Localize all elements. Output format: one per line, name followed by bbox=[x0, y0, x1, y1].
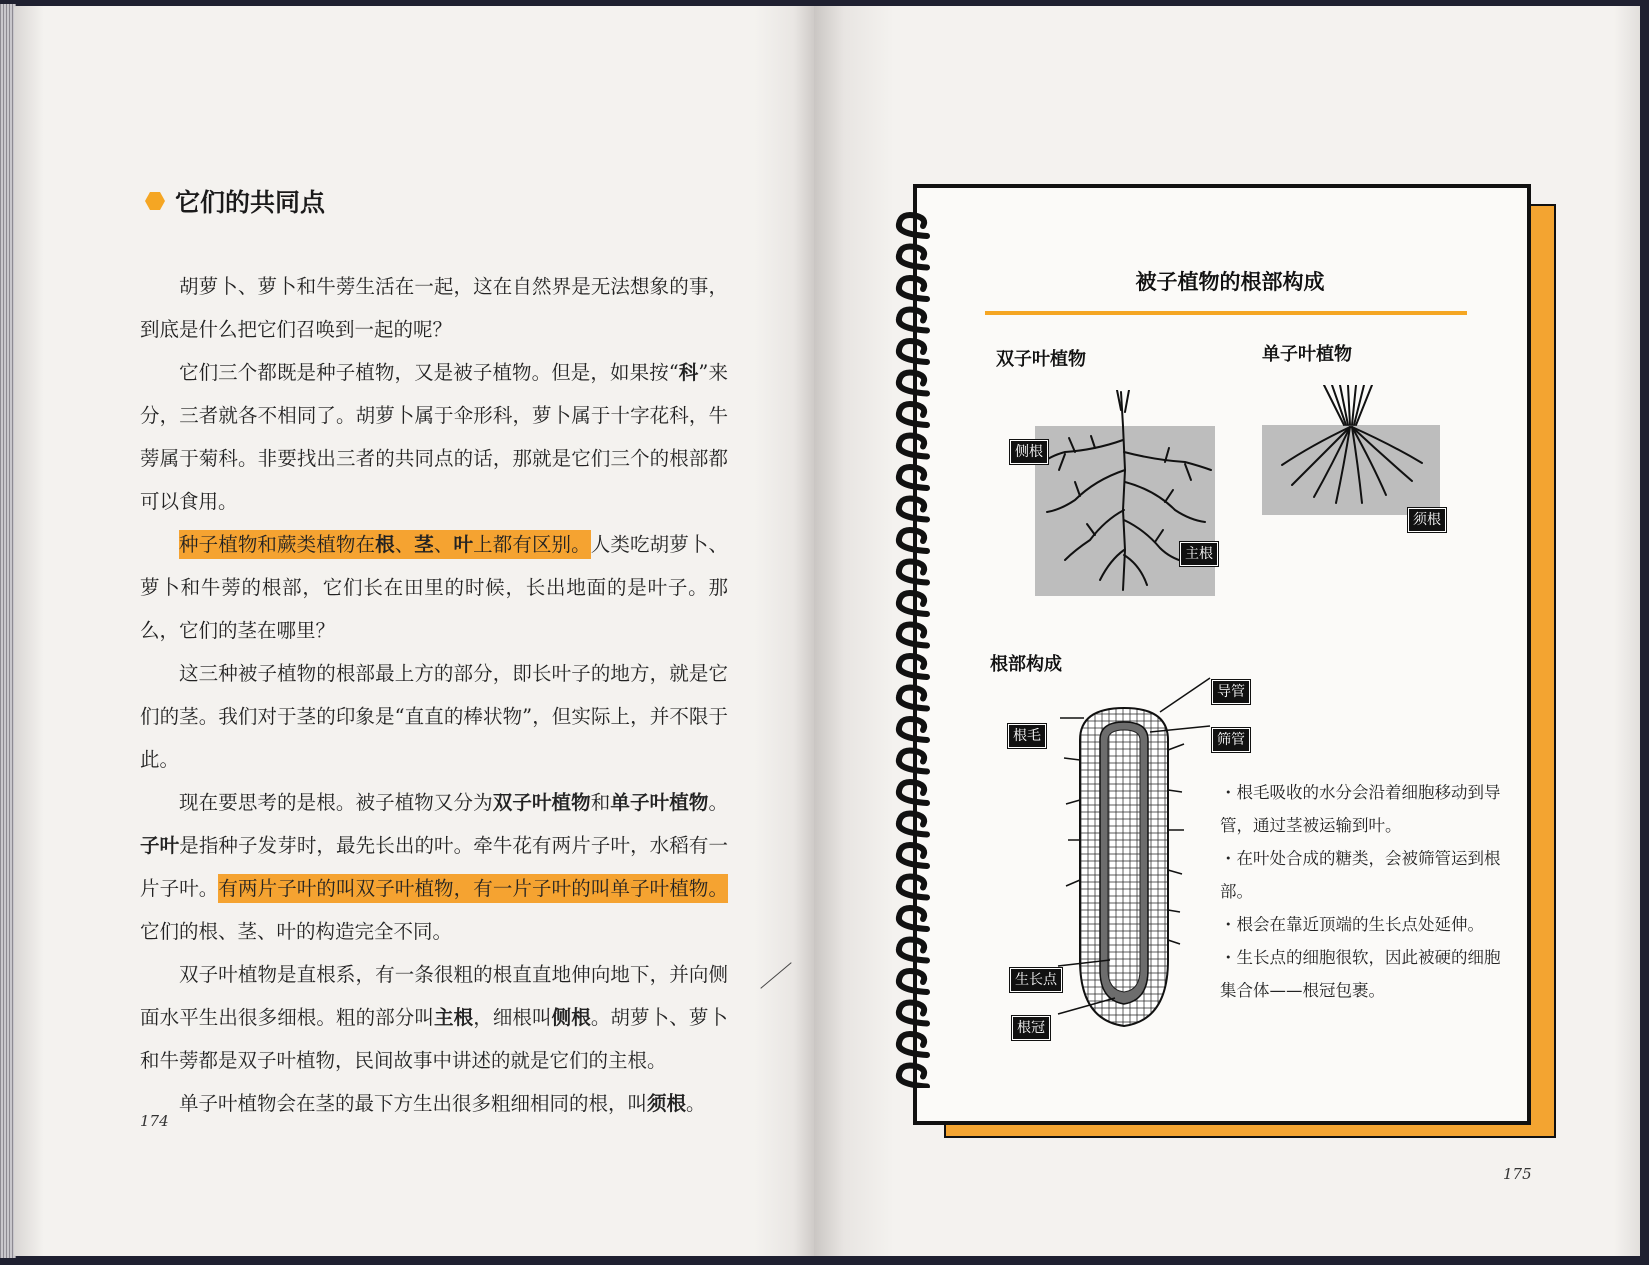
bold-term: 须根 bbox=[647, 1092, 687, 1115]
bullet-item: ・在叶处合成的糖类，会被筛管运到根部。 bbox=[1220, 849, 1501, 901]
spiral-ring-icon bbox=[899, 215, 927, 236]
spiral-ring-icon bbox=[899, 562, 927, 583]
text-run: 它们三个都既是种子植物，又是被子植物。但是，如果按“ bbox=[179, 361, 679, 384]
text-run: 人类吃胡萝卜、萝卜和牛蒡的根部，它们长在田里的时候，长出地面的是叶子。那么，它们的茎在哪里？ bbox=[140, 533, 728, 642]
paragraph bbox=[140, 953, 728, 1082]
tag-main-root: 主根 bbox=[1180, 542, 1218, 566]
spiral-ring-icon bbox=[899, 373, 927, 394]
text-run: 和 bbox=[590, 791, 611, 814]
paragraph bbox=[140, 781, 728, 953]
spiral-ring-icon bbox=[899, 908, 927, 929]
bullet-list bbox=[1220, 776, 1505, 1007]
tag-lateral-root: 侧根 bbox=[1010, 440, 1048, 464]
highlighted-text: 、 bbox=[395, 530, 415, 559]
text-run: 。 bbox=[686, 1092, 706, 1115]
paragraph bbox=[140, 265, 728, 351]
spiral-ring-icon bbox=[899, 341, 927, 362]
highlighted-text: 上都有区别。 bbox=[473, 530, 591, 559]
text-run: ”来分，三者就各不相同了。胡萝卜属于伞形科，萝卜属于十字花科，牛蒡属于菊科。非要找出三者的共同点的话，那就是它们三个的根部都可以食用。 bbox=[140, 361, 728, 513]
spiral-ring-icon bbox=[899, 310, 927, 331]
spiral-ring-icon bbox=[899, 688, 927, 709]
bold-term: 科 bbox=[678, 361, 699, 384]
text-run: 。 bbox=[708, 791, 728, 814]
spiral-ring-icon bbox=[899, 751, 927, 772]
spiral-ring-icon bbox=[899, 971, 927, 992]
tag-root-hair: 根毛 bbox=[1008, 724, 1046, 748]
monocot-label: 单子叶植物 bbox=[1262, 344, 1352, 365]
dicot-label: 双子叶植物 bbox=[996, 349, 1086, 370]
text-run: 现在要思考的是根。被子植物又分为 bbox=[179, 791, 493, 814]
text-run: 。胡萝卜、萝卜和牛蒡都是双子叶植物，民间故事中讲述的就是它们的主根。 bbox=[140, 1006, 728, 1072]
bullet-item: ・根会在靠近顶端的生长点处延伸。 bbox=[1220, 915, 1484, 934]
spiral-ring-icon bbox=[899, 1066, 927, 1087]
dicot-root-diagram bbox=[1035, 390, 1220, 600]
spiral-ring-icon bbox=[899, 1003, 927, 1024]
spiral-ring-icon bbox=[899, 278, 927, 299]
text-run: 这三种被子植物的根部最上方的部分，即长叶子的地方，就是它们的茎。我们对于茎的印象是“直直的棒状物”，但实际上，并不限于此。 bbox=[140, 662, 728, 771]
paragraph bbox=[140, 1082, 728, 1125]
bold-term: 主根 bbox=[434, 1006, 474, 1029]
highlighted-text: 有两片子叶的叫双子叶植物，有一片子叶的叫单子叶植物。 bbox=[218, 874, 728, 903]
section-title: 它们的共同点 bbox=[175, 188, 326, 217]
spiral-ring-icon bbox=[899, 499, 927, 520]
spiral-ring-icon bbox=[899, 814, 927, 835]
paragraph bbox=[140, 652, 728, 781]
hexagon-bullet-icon bbox=[145, 191, 165, 211]
tag-phloem: 筛管 bbox=[1212, 728, 1250, 752]
bold-term: 双子叶植物 bbox=[492, 791, 591, 814]
bullet-item: ・生长点的细胞很软，因此被硬的细胞集合体——根冠包裹。 bbox=[1220, 948, 1501, 1000]
spiral-ring-icon bbox=[899, 940, 927, 961]
text-run: 是指种子发芽时，最先长出的叶。牵牛花有两片子叶，水稻有一片子叶。 bbox=[140, 834, 728, 900]
structure-label: 根部构成 bbox=[990, 654, 1062, 675]
page-number-left: 174 bbox=[140, 1112, 169, 1130]
spiral-ring-icon bbox=[899, 719, 927, 740]
monocot-root-diagram bbox=[1262, 385, 1442, 520]
bullet-item: ・根毛吸收的水分会沿着细胞移动到导管，通过茎被运输到叶。 bbox=[1220, 783, 1501, 835]
spiral-ring-icon bbox=[899, 530, 927, 551]
highlighted-text: 茎 bbox=[414, 530, 434, 559]
tag-growth-point: 生长点 bbox=[1010, 968, 1062, 992]
paragraph bbox=[140, 351, 728, 523]
text-run: ，细根叫 bbox=[473, 1006, 552, 1029]
paragraph bbox=[140, 523, 728, 652]
bold-term: 子叶 bbox=[140, 834, 180, 857]
spiral-ring-icon bbox=[899, 404, 927, 425]
text-run: 双子叶植物是直根系，有一条很粗的根直直地伸向地下，并向侧面水平生出很多细根。粗的部分叫 bbox=[140, 963, 728, 1029]
tag-fibrous-root: 须根 bbox=[1408, 508, 1446, 532]
panel-title: 被子植物的根部构成 bbox=[1135, 270, 1325, 294]
title-underline bbox=[985, 311, 1467, 315]
spiral-ring-icon bbox=[899, 593, 927, 614]
tag-root-cap: 根冠 bbox=[1012, 1016, 1050, 1040]
highlighted-text: 根 bbox=[375, 530, 395, 559]
text-run: 单子叶植物会在茎的最下方生出很多粗细相同的根，叫 bbox=[179, 1092, 648, 1115]
spiral-ring-icon bbox=[899, 467, 927, 488]
text-run: 它们的根、茎、叶的构造完全不同。 bbox=[140, 920, 453, 943]
spiral-ring-icon bbox=[899, 625, 927, 646]
highlighted-text: 叶 bbox=[454, 530, 474, 559]
tag-xylem: 导管 bbox=[1212, 680, 1250, 704]
highlighted-text: 、 bbox=[434, 530, 454, 559]
text-run: 胡萝卜、萝卜和牛蒡生活在一起，这在自然界是无法想象的事，到底是什么把它们召唤到一起的呢？ bbox=[140, 275, 728, 341]
spiral-ring-icon bbox=[899, 436, 927, 457]
spiral-binding bbox=[893, 208, 953, 1088]
spiral-ring-icon bbox=[899, 247, 927, 268]
highlighted-text: 种子植物和蕨类植物在 bbox=[179, 530, 375, 559]
section-heading bbox=[145, 183, 325, 219]
bold-term: 单子叶植物 bbox=[610, 791, 709, 814]
spiral-ring-icon bbox=[899, 877, 927, 898]
page-number-right: 175 bbox=[1503, 1165, 1532, 1183]
body-text bbox=[140, 265, 728, 1125]
bold-term: 侧根 bbox=[551, 1006, 591, 1029]
spiral-ring-icon bbox=[899, 656, 927, 677]
spiral-ring-icon bbox=[899, 782, 927, 803]
spiral-ring-icon bbox=[899, 1034, 927, 1055]
spiral-ring-icon bbox=[899, 845, 927, 866]
